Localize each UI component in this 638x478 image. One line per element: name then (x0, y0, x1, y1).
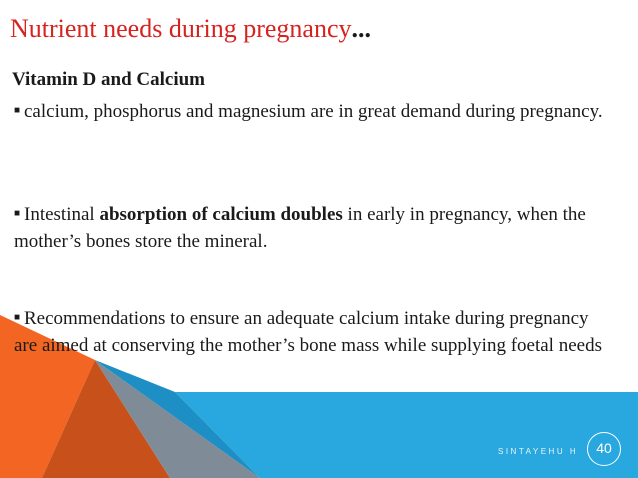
bullet-text-after: in early in pregnancy, when the mother’s bones store the mineral. (14, 204, 586, 252)
bullet-square-icon: ■ (14, 208, 21, 219)
bullet-text: calcium, phosphorus and magnesium are in great demand during pregnancy. (24, 101, 603, 122)
bullet-item (14, 304, 614, 359)
slide-title (10, 14, 371, 44)
bullet-text-emphasis: absorption of calcium doubles (99, 204, 343, 225)
footer-author: SINTAYEHU H (498, 447, 579, 456)
bullet-text-before: Intestinal (24, 204, 100, 225)
bullet-item (14, 200, 614, 255)
bullet-text: Recommendations to ensure an adequate calcium intake during pregnancy are aimed at conserving the mother’s bone mass while supplying foetal needs (14, 308, 602, 356)
slide-title-ellipsis: ... (351, 14, 372, 43)
page-number: 40 (596, 440, 612, 456)
bullet-item (14, 97, 614, 125)
bullet-square-icon: ■ (14, 312, 21, 323)
bullet-square-icon: ■ (14, 105, 21, 116)
slide-title-text: Nutrient needs during pregnancy (10, 14, 352, 43)
slide-subtitle: Vitamin D and Calcium (12, 69, 206, 90)
page-number-badge (587, 432, 621, 466)
